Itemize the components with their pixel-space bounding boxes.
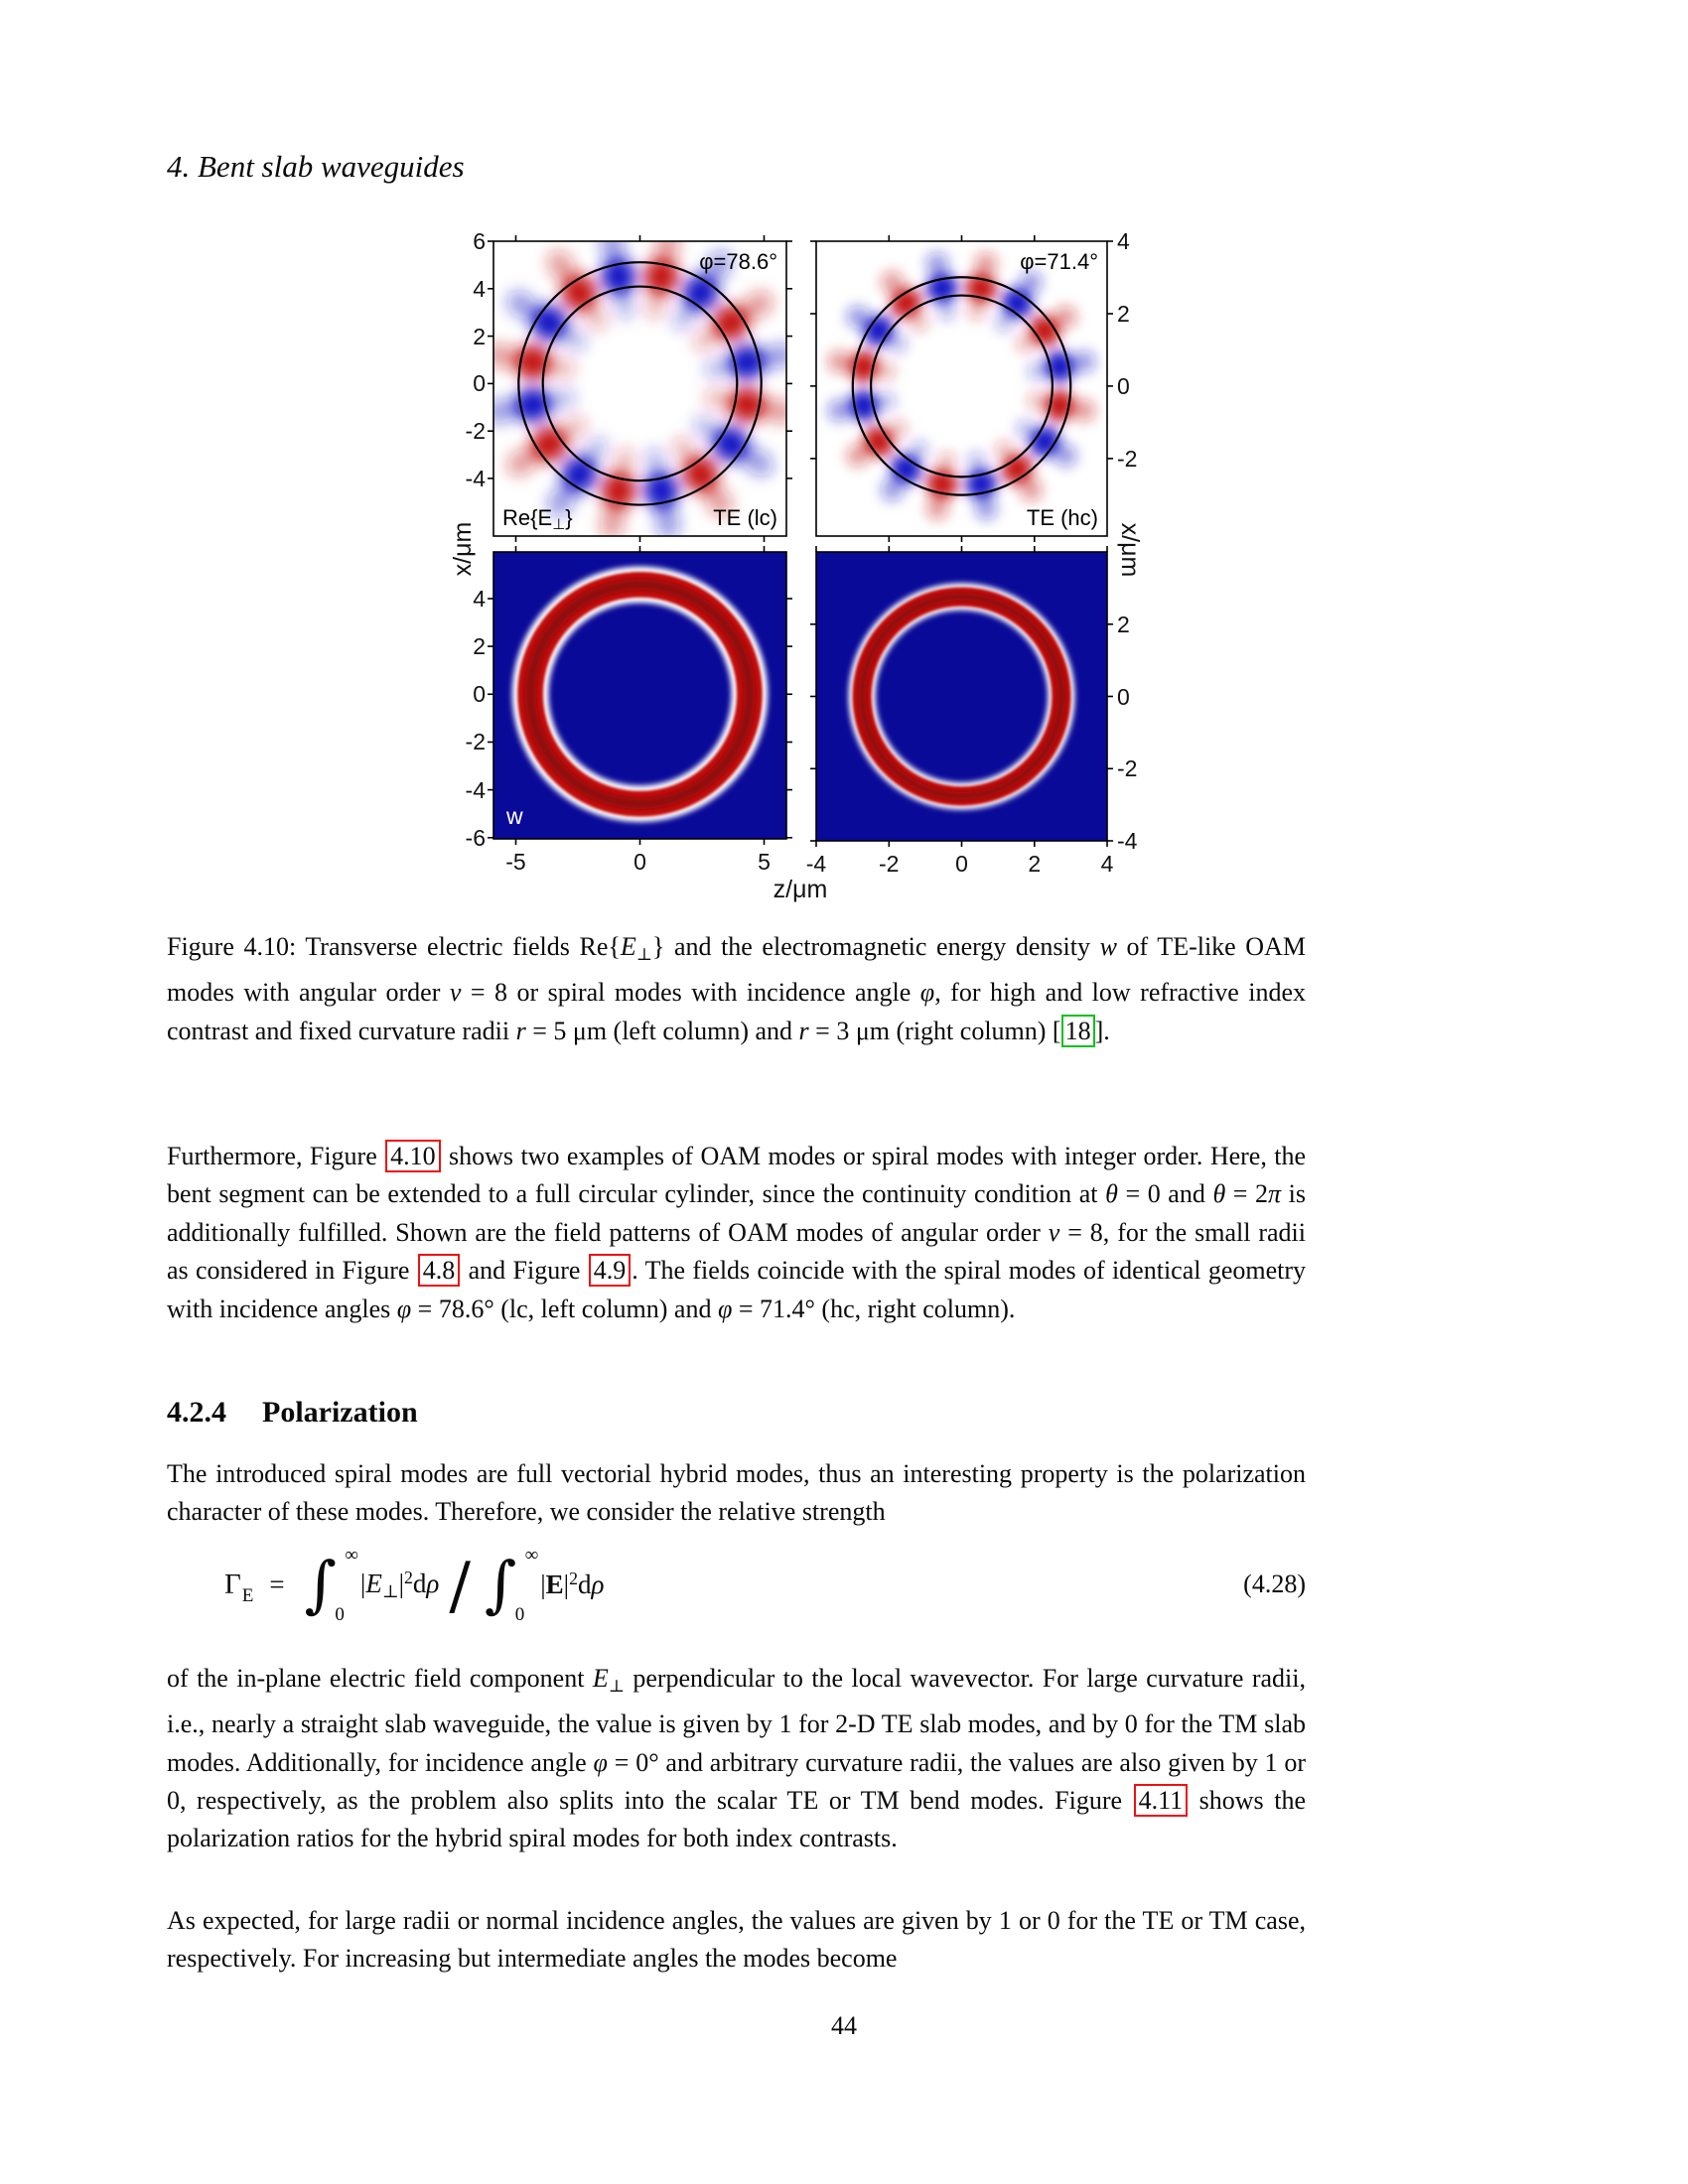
- equals-sign: =: [269, 1569, 285, 1599]
- paragraph-3: of the in-plane electric field component $E_\perp$ perpendicular to the local wavevector. For large curvature radii, i.e., nearly a straight slab waveguide, the value is given by 1 for 2-D TE slab modes, and by 0 for the TM slab modes. Additionally, for incidence angle φ = 0° and arbitrary curvature radii, the values are also given by 1 or 0, respectively, as the problem also splits into the scalar TE or TM bend modes. Figure 4.11 shows the polarization ratios for the hybrid spiral modes for both index contrasts.: [167, 1664, 1306, 1853]
- y-tick-label: 0: [473, 681, 486, 708]
- chapter-header: 4. Bent slab waveguides: [167, 149, 465, 184]
- y-tick-label: 0: [473, 370, 486, 397]
- section-number: 4.2.4: [167, 1396, 226, 1429]
- x-tick-label: 0: [633, 849, 646, 875]
- plot-energy-lc: [493, 552, 786, 839]
- y-axis-label-left: x/μm: [449, 521, 477, 577]
- plot-field-hc: [816, 241, 1107, 536]
- plot-energy-hc: [816, 552, 1107, 841]
- integral-1: ∫ ∞ 0: [304, 1545, 358, 1625]
- citation-link[interactable]: 18: [1061, 1015, 1095, 1047]
- x-tick-label: -4: [805, 851, 827, 877]
- figure-reference-link[interactable]: 4.9: [589, 1254, 632, 1287]
- x-axis-label: z/μm: [773, 876, 828, 903]
- y-tick-label: 2: [473, 633, 486, 660]
- mode-label: TE (lc): [713, 505, 777, 530]
- x-tick-label: -2: [879, 851, 900, 877]
- integral-sign: ∫: [484, 1548, 517, 1620]
- y-tick-label: -4: [465, 776, 486, 803]
- y-tick-label: 4: [1117, 228, 1130, 254]
- incidence-angle-label: φ=78.6°: [699, 249, 777, 274]
- y-tick-label: 0: [1117, 372, 1130, 399]
- page-number: 44: [831, 2011, 857, 2040]
- section-title: Polarization: [262, 1396, 418, 1429]
- x-tick-label: 5: [758, 849, 771, 875]
- equation-body: [224, 1545, 605, 1625]
- paragraph-4: As expected, for large radii or normal incidence angles, the values are given by 1 or 0 for the TE or TM case, respectively. For increasing but intermediate angles the modes become: [167, 1906, 1306, 1974]
- paragraph-2: The introduced spiral modes are full vectorial hybrid modes, thus an interesting property is the polarization character of these modes. Therefore, we consider the relative strength: [167, 1459, 1306, 1527]
- y-tick-label: 4: [473, 585, 486, 612]
- equation-denominator: $|E|^2d\rho$: [540, 1569, 605, 1599]
- incidence-angle-label: φ=71.4°: [1020, 249, 1098, 274]
- y-tick-label: 2: [1117, 300, 1130, 327]
- y-tick-label: 6: [473, 228, 486, 254]
- y-tick-label: 2: [473, 323, 486, 349]
- figure-caption: Figure 4.10: Transverse electric fields $Re\{E_\perp\}$ and the electromagnetic energy density w of TE-like OAM modes with angular order ν = 8 or spiral modes with incidence angle φ, for high and low refractive index contrast and fixed curvature radii r = 5 μm (left column) and r = 3 μm (right column) [ 18 ].: [167, 932, 1306, 1045]
- paragraph-1: Furthermore, Figure 4.10 shows two examples of OAM modes or spiral modes with integer order. Here, the bent segment can be extended to a full circular cylinder, since the continuity condition at θ = 0 and θ = 2π is additionally fulfilled. Shown are the field patterns of OAM modes of angular order ν = 8, for the small radii as considered in Figure 4.8 and Figure 4.9 . The fields coincide with the spiral modes of identical geometry with incidence angles φ = 78.6° (lc, left column) and φ = 71.4° (hc, right column).: [167, 1142, 1307, 1323]
- y-tick-label: -2: [1117, 445, 1138, 472]
- figure-reference-link[interactable]: 4.10: [385, 1140, 441, 1172]
- equation-numerator: $|E_\perp|^2d\rho$: [359, 1567, 440, 1601]
- y-tick-label: 2: [1117, 611, 1130, 637]
- plot-field-lc: [493, 241, 786, 536]
- equation-number: (4.28): [1243, 1570, 1306, 1598]
- integral-sign: ∫: [304, 1548, 337, 1620]
- plot-energy-lc-canvas: [493, 552, 786, 839]
- energy-density-label: w: [506, 803, 523, 829]
- y-tick-label: -4: [465, 465, 486, 491]
- section-heading: [167, 1396, 418, 1430]
- y-tick-label: 0: [1117, 683, 1130, 710]
- y-tick-label: 4: [473, 275, 486, 302]
- figure-reference-link[interactable]: 4.11: [1134, 1784, 1189, 1817]
- integral-2: ∫ ∞ 0: [484, 1545, 539, 1625]
- y-tick-label: -2: [1117, 755, 1138, 782]
- plot-energy-hc-canvas: [816, 552, 1107, 841]
- x-tick-label: 4: [1100, 851, 1114, 877]
- equation-lhs: $\Gamma_E$: [224, 1568, 254, 1606]
- y-tick-label: -4: [1117, 828, 1138, 854]
- y-axis-label-right: x/μm: [1116, 522, 1144, 578]
- y-tick-label: -6: [465, 824, 486, 851]
- plot-field-lc-canvas: [493, 241, 786, 536]
- x-tick-label: 2: [1028, 851, 1042, 877]
- fraction-slash: ∕: [449, 1550, 471, 1623]
- y-tick-label: -2: [465, 729, 486, 755]
- field-quantity-label: Re{E⊥}: [502, 505, 573, 533]
- mode-label: TE (hc): [1026, 505, 1098, 530]
- x-tick-label: -5: [505, 849, 526, 875]
- x-tick-label: 0: [955, 851, 968, 877]
- figure-reference-link[interactable]: 4.8: [418, 1254, 461, 1287]
- equation-4-28: [167, 1527, 1306, 1642]
- y-tick-label: -2: [465, 418, 486, 445]
- plot-field-hc-canvas: [816, 241, 1107, 536]
